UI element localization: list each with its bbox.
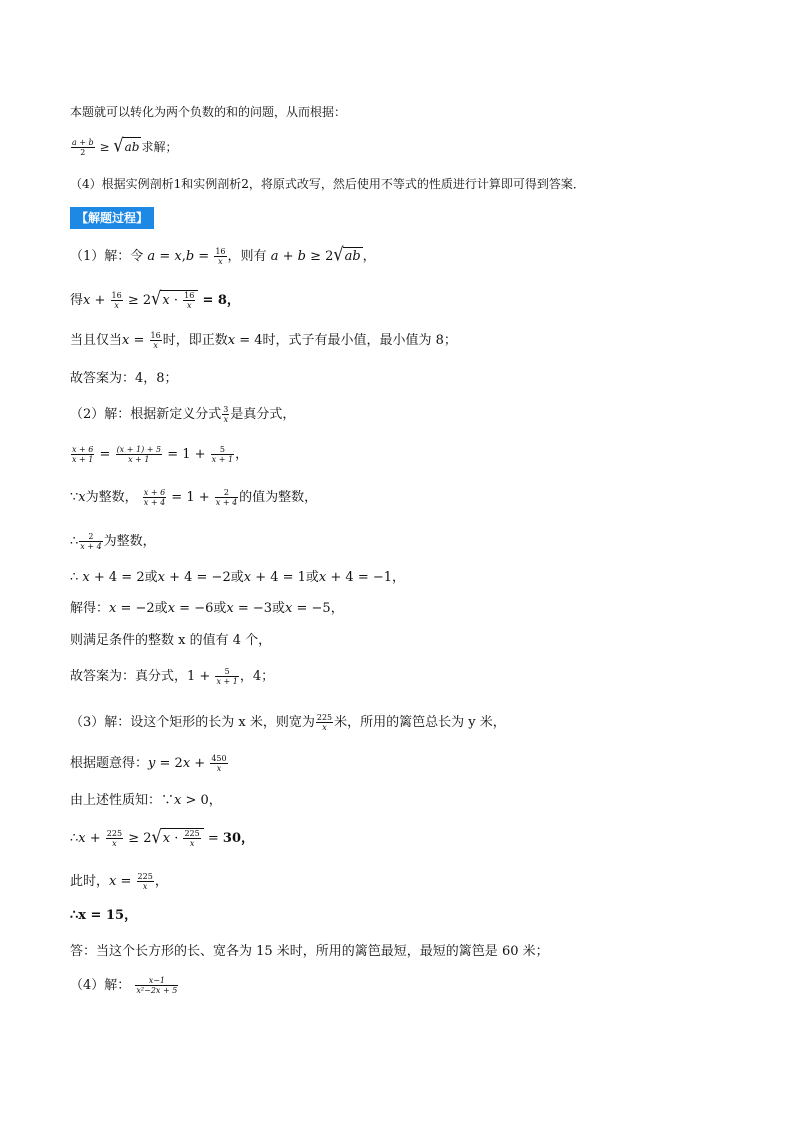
answer-line-2: 故答案为：真分式，1 + $\frac{5}{x + 1}$ ，4； — [70, 667, 275, 686]
solution-line-6: ∵x为整数， $\frac{x + 6}{x + 4}$ = 1 + $\frac{2}{x + 4}$ 的值为整数， — [70, 488, 318, 507]
text-line: （4）根据实例剖析1和实例剖析2，将原式改写，然后使用不等式的性质进行计算即可得到答案． — [70, 177, 585, 191]
fraction: $\frac{a + b}{2}$ — [72, 138, 94, 157]
formula-line: $\frac{a + b}{2}$ ≥ √ab 求解； — [72, 134, 178, 157]
solution-line-1: （1）解：令 a = x,b = $\frac{16}{x}$ ，则有 a + b ≥ 2√ab ， — [70, 243, 376, 266]
answer-line-3: 答：当这个长方形的长、宽各为 15 米时，所用的篱笆最短，最短的篱笆是 60 米； — [70, 944, 549, 959]
solution-line-3: 当且仅当x = $\frac{16}{x}$ 时，即正数x = 4时，式子有最小值，最小值为 8； — [70, 331, 457, 350]
solution-line-13: 由上述性质知：∵x > 0， — [70, 793, 222, 808]
solution-line-5: $\frac{x + 6}{x + 1}$ = $\frac{(x + 1) + 5}{x + 1}$ = 1 + $\frac{5}{x + 1}$ ， — [72, 445, 249, 464]
solution-line-17: （4）解： $\frac{x-1}{\text{x²−2x + 5}}$ — [70, 976, 178, 995]
section-tag: 【解题过程】 — [70, 207, 154, 229]
solution-line-16: ∴x = 15， — [70, 908, 138, 923]
text-line: 本题就可以转化为两个负数的和的问题，从而根据： — [70, 105, 347, 119]
solution-line-14: ∴x + $\frac{225}{x}$ ≥ 2√x · $\frac{225}{x}$ = 30， — [70, 825, 255, 848]
solution-line-10: 则满足条件的整数 x 的值有 4 个， — [70, 633, 272, 648]
solution-line-11: （3）解：设这个矩形的长为 x 米，则宽为 $\frac{225}{x}$ 米，所用的篱笆总长为 y 米， — [70, 713, 506, 732]
solution-line-15: 此时，x = $\frac{225}{x}$ ， — [70, 872, 168, 891]
solution-line-9: 解得：x = −2或x = −6或x = −3或x = −5， — [70, 601, 344, 616]
solution-line-12: 根据题意得：y = 2x + $\frac{450}{x}$ — [70, 754, 227, 773]
solution-line-4: （2）解：根据新定义分式 $\frac{3}{x}$ 是真分式， — [70, 405, 296, 424]
solution-line-8: ∴ x + 4 = 2或x + 4 = −2或x + 4 = 1或x + 4 = −1， — [70, 570, 406, 585]
solution-line-2: 得x + $\frac{16}{x}$ ≥ 2√x · $\frac{16}{x}$ = 8， — [70, 287, 240, 310]
answer-line-1: 故答案为：4，8； — [70, 371, 178, 386]
solution-line-7: ∴ $\frac{2}{x + 4}$ 为整数， — [70, 532, 156, 551]
